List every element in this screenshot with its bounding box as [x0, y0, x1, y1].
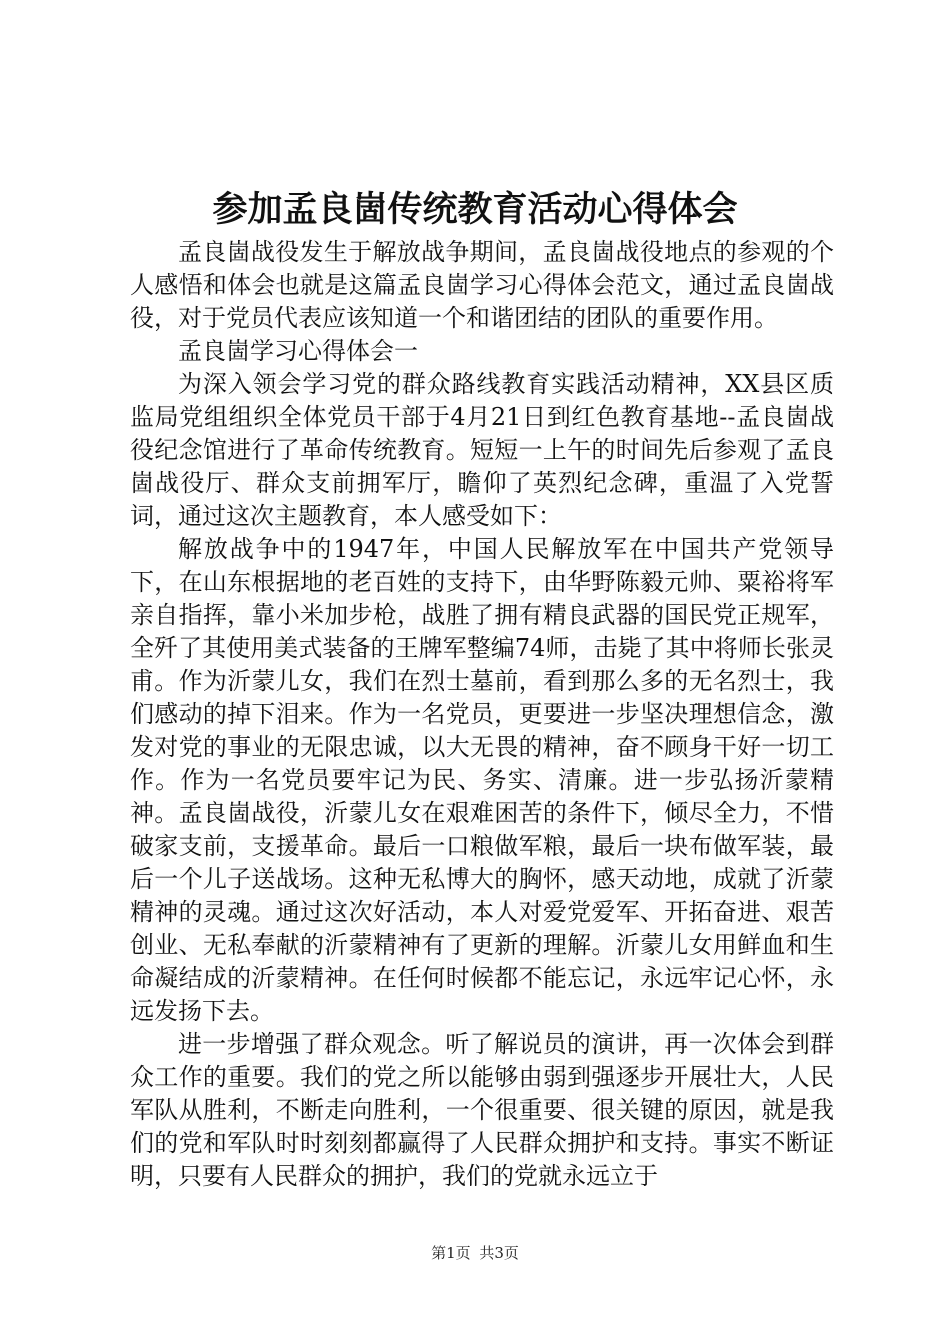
- page-footer: [0, 1242, 950, 1264]
- paragraph-mass-line: 进一步增强了群众观念。听了解说员的演讲，再一次体会到群众工作的重要。我们的党之所以能够由弱到强逐步开展壮大，人民军队从胜利，不断走向胜利，一个很重要、很关键的原因，就是我们的党和军队时时刻刻都赢得了人民群众拥护和支持。事实不断证明，只要有人民群众的拥护，我们的党就永远立于: [130, 1030, 834, 1190]
- paragraph-intro: 孟良崮战役发生于解放战争期间，孟良崮战役地点的参观的个人感悟和体会也就是这篇孟良崮学习心得体会范文，通过孟良崮战役，对于党员代表应该知道一个和谐团结的团队的重要作用。: [130, 238, 834, 332]
- paragraph-history: 解放战争中的1947年，中国人民解放军在中国共产党领导下，在山东根据地的老百姓的支持下，由华野陈毅元帅、粟裕将军亲自指挥，靠小米加步枪，战胜了拥有精良武器的国民党正规军，全歼了其使用美式装备的王牌军整编74师，击毙了其中将师长张灵甫。作为沂蒙儿女，我们在烈士墓前，看到那么多的无名烈士，我们感动的掉下泪来。作为一名党员，更要进一步坚决理想信念，激发对党的事业的无限忠诚，以大无畏的精神，奋不顾身干好一切工作。作为一名党员要牢记为民、务实、清廉。进一步弘扬沂蒙精神。孟良崮战役，沂蒙儿女在艰难困苦的条件下，倾尽全力，不惜破家支前，支援革命。最后一口粮做军粮，最后一块布做军装，最后一个儿子送战场。这种无私博大的胸怀，感天动地，成就了沂蒙精神的灵魂。通过这次好活动，本人对爱党爱军、开拓奋进、艰苦创业、无私奉献的沂蒙精神有了更新的理解。沂蒙儿女用鲜血和生命凝结成的沂蒙精神。在任何时候都不能忘记，永远牢记心怀，永远发扬下去。: [130, 535, 834, 1025]
- document-title: 参加孟良崮传统教育活动心得体会: [212, 189, 738, 230]
- document-body: [130, 236, 834, 1193]
- paragraph-section-heading: 孟良崮学习心得体会一: [178, 337, 418, 365]
- page-number: 第1页: [431, 1244, 471, 1262]
- paragraph-visit: 为深入领会学习党的群众路线教育实践活动精神，XX县区质监局党组组织全体党员干部于4月21日到红色教育基地--孟良崮战役纪念馆进行了革命传统教育。短短一上午的时间先后参观了孟良崮战役厅、群众支前拥军厅，瞻仰了英烈纪念碑，重温了入党誓词，通过这次主题教育，本人感受如下：: [130, 370, 834, 530]
- page-total: 共3页: [479, 1244, 519, 1262]
